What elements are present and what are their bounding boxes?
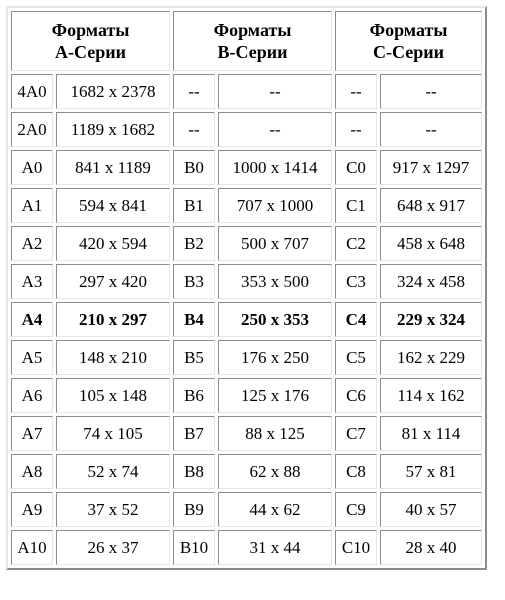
b-size-cell: 1000 x 1414	[218, 150, 332, 185]
a-size-cell: 105 x 148	[56, 378, 170, 413]
c-format-cell: --	[335, 112, 377, 147]
a-size-cell: 1682 x 2378	[56, 74, 170, 109]
header-b-series	[173, 11, 332, 71]
b-size-cell: 62 x 88	[218, 454, 332, 489]
b-format-cell: B4	[173, 302, 215, 337]
b-format-cell: B1	[173, 188, 215, 223]
c-size-cell: --	[380, 74, 482, 109]
b-format-cell: --	[173, 112, 215, 147]
c-size-cell: 229 x 324	[380, 302, 482, 337]
c-format-cell: C6	[335, 378, 377, 413]
b-format-cell: B3	[173, 264, 215, 299]
c-size-cell: 648 x 917	[380, 188, 482, 223]
a-size-cell: 297 x 420	[56, 264, 170, 299]
a-format-cell: 2A0	[11, 112, 53, 147]
b-size-cell: 44 x 62	[218, 492, 332, 527]
b-format-cell: B8	[173, 454, 215, 489]
table-row	[11, 188, 482, 223]
a-format-cell: A7	[11, 416, 53, 451]
a-size-cell: 148 x 210	[56, 340, 170, 375]
b-format-cell: B7	[173, 416, 215, 451]
c-format-cell: C2	[335, 226, 377, 261]
header-a-line1: Форматы	[51, 20, 130, 40]
table-row	[11, 74, 482, 109]
b-size-cell: 500 x 707	[218, 226, 332, 261]
b-format-cell: B5	[173, 340, 215, 375]
c-size-cell: 324 x 458	[380, 264, 482, 299]
c-format-cell: C1	[335, 188, 377, 223]
c-format-cell: C4	[335, 302, 377, 337]
c-size-cell: --	[380, 112, 482, 147]
a-format-cell: A10	[11, 530, 53, 565]
table-row	[11, 416, 482, 451]
b-size-cell: 250 x 353	[218, 302, 332, 337]
b-size-cell: 31 x 44	[218, 530, 332, 565]
a-size-cell: 1189 x 1682	[56, 112, 170, 147]
c-format-cell: --	[335, 74, 377, 109]
a-format-cell: A4	[11, 302, 53, 337]
a-format-cell: A8	[11, 454, 53, 489]
table-row	[11, 378, 482, 413]
a-format-cell: A2	[11, 226, 53, 261]
a-size-cell: 37 x 52	[56, 492, 170, 527]
c-size-cell: 28 x 40	[380, 530, 482, 565]
c-format-cell: C10	[335, 530, 377, 565]
a-format-cell: 4A0	[11, 74, 53, 109]
header-c-line2: С-Серии	[373, 42, 444, 62]
table-row	[11, 150, 482, 185]
a-size-cell: 74 x 105	[56, 416, 170, 451]
c-format-cell: C5	[335, 340, 377, 375]
a-size-cell: 52 x 74	[56, 454, 170, 489]
a-format-cell: A5	[11, 340, 53, 375]
a-format-cell: A1	[11, 188, 53, 223]
a-format-cell: A6	[11, 378, 53, 413]
header-a-line2: А-Серии	[55, 42, 126, 62]
c-size-cell: 458 x 648	[380, 226, 482, 261]
b-size-cell: 707 x 1000	[218, 188, 332, 223]
table-row	[11, 454, 482, 489]
header-b-line2: В-Серии	[217, 42, 288, 62]
c-size-cell: 81 x 114	[380, 416, 482, 451]
b-format-cell: B9	[173, 492, 215, 527]
b-size-cell: 176 x 250	[218, 340, 332, 375]
a-size-cell: 594 x 841	[56, 188, 170, 223]
a-format-cell: A3	[11, 264, 53, 299]
c-size-cell: 162 x 229	[380, 340, 482, 375]
b-format-cell: B6	[173, 378, 215, 413]
b-format-cell: B2	[173, 226, 215, 261]
b-format-cell: --	[173, 74, 215, 109]
c-size-cell: 57 x 81	[380, 454, 482, 489]
a-size-cell: 420 x 594	[56, 226, 170, 261]
a-size-cell: 210 x 297	[56, 302, 170, 337]
header-a-series	[11, 11, 170, 71]
b-size-cell: 353 x 500	[218, 264, 332, 299]
header-row	[11, 11, 482, 71]
c-size-cell: 917 x 1297	[380, 150, 482, 185]
table-row	[11, 340, 482, 375]
table-row	[11, 226, 482, 261]
a-size-cell: 841 x 1189	[56, 150, 170, 185]
b-size-cell: 125 x 176	[218, 378, 332, 413]
table-row	[11, 112, 482, 147]
b-format-cell: B10	[173, 530, 215, 565]
c-format-cell: C3	[335, 264, 377, 299]
header-c-line1: Форматы	[369, 20, 448, 40]
c-format-cell: C7	[335, 416, 377, 451]
table-row	[11, 492, 482, 527]
a-format-cell: A0	[11, 150, 53, 185]
b-size-cell: --	[218, 112, 332, 147]
table-row	[11, 530, 482, 565]
table-body	[11, 11, 482, 565]
b-format-cell: B0	[173, 150, 215, 185]
table-row	[11, 264, 482, 299]
table-row	[11, 302, 482, 337]
c-format-cell: C9	[335, 492, 377, 527]
c-size-cell: 114 x 162	[380, 378, 482, 413]
header-c-series	[335, 11, 482, 71]
paper-format-table	[6, 6, 487, 570]
c-size-cell: 40 x 57	[380, 492, 482, 527]
a-size-cell: 26 x 37	[56, 530, 170, 565]
a-format-cell: A9	[11, 492, 53, 527]
b-size-cell: --	[218, 74, 332, 109]
header-b-line1: Форматы	[213, 20, 292, 40]
b-size-cell: 88 x 125	[218, 416, 332, 451]
c-format-cell: C0	[335, 150, 377, 185]
c-format-cell: C8	[335, 454, 377, 489]
